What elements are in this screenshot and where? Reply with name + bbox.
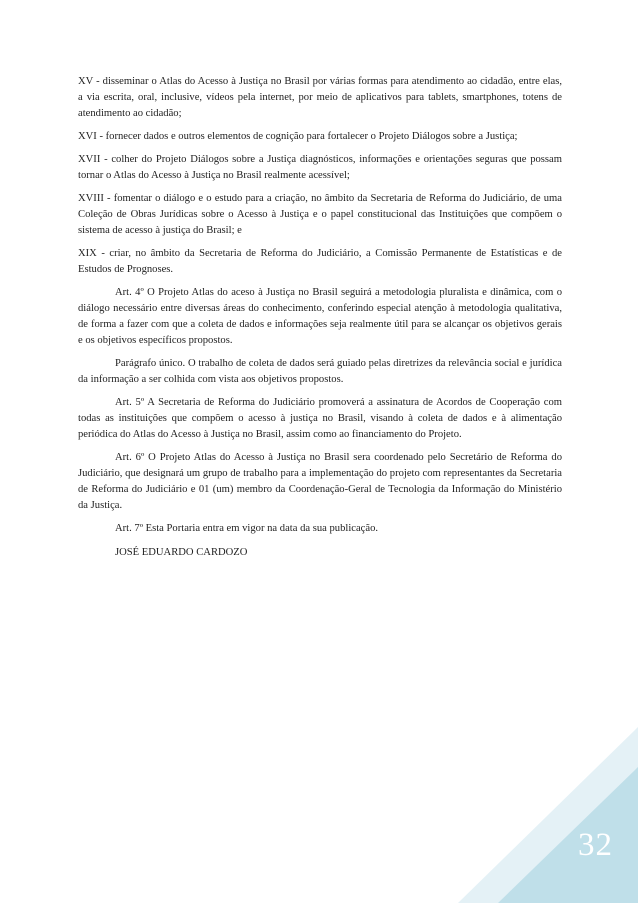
signature-name: JOSÉ EDUARDO CARDOZO [115,547,248,558]
article-4: Art. 4º O Projeto Atlas do aceso à Justiça no Brasil seguirá a metodologia pluralista e dinâmica, com o diálogo necessário entre diversas áreas do conhecimento, conferindo especial atenção à metodologia qualitativa, de forma a fazer com que a coleta de dados e informações seja realmente útil para se alcançar os objetivos gerais e os objetivos específicos propostos. [78,287,562,346]
article-6: Art. 6º O Projeto Atlas do Acesso à Justiça no Brasil sera coordenado pelo Secretário de Reforma do Judiciário, que designará um grupo de trabalho para a implementação do projeto com representantes da Secretaria de Reforma do Judiciário e 01 (um) membro da Coordenação-Geral de Tecnologia da Informação do Ministério da Justiça. [78,452,562,511]
clause-xv: XV - disseminar o Atlas do Acesso à Justiça no Brasil por várias formas para atendimento ao cidadão, entre elas, a via escrita, oral, inclusive, vídeos pela internet, por meio de aplicativos para tablets, smartphones, totens de atendimento ao cidadão; [78,76,562,119]
clause-xviii: XVIII - fomentar o diálogo e o estudo para a criação, no âmbito da Secretaria de Reforma do Judiciário, de uma Coleção de Obras Jurídicas sobre o Acesso à Justiça e o papel constitucional das Instituições que compõem o sistema de acesso à justiça do Brasil; e [78,193,562,236]
clause-xix: XIX - criar, no âmbito da Secretaria de Reforma do Judiciário, a Comissão Permanente de Estatísticas e de Estudos de Prognoses. [78,248,562,275]
page-number: 32 [578,827,613,863]
clause-xvi: XVI - fornecer dados e outros elementos de cognição para fortalecer o Projeto Diálogos sobre a Justiça; [78,131,518,142]
article-4-sole-paragraph: Parágrafo único. O trabalho de coleta de dados será guiado pelas diretrizes da relevância social e jurídica da informação a ser colhida com vista aos objetivos propostos. [78,358,562,385]
article-5: Art. 5º A Secretaria de Reforma do Judiciário promoverá a assinatura de Acordos de Cooperação com todas as instituições que compõem o acesso à justiça no Brasil, visando à coleta de dados e à alimentação periódica do Atlas do Acesso à Justiça no Brasil, assim como ao financiamento do Projeto. [78,397,562,440]
corner-decoration [458,727,638,903]
page-body [78,74,562,568]
article-7: Art. 7º Esta Portaria entra em vigor na data da sua publicação. [115,523,379,534]
clause-xvii: XVII - colher do Projeto Diálogos sobre a Justiça diagnósticos, informações e orientações seguras que possam tornar o Atlas do Acesso à Justiça no Brasil realmente acessível; [78,154,562,181]
